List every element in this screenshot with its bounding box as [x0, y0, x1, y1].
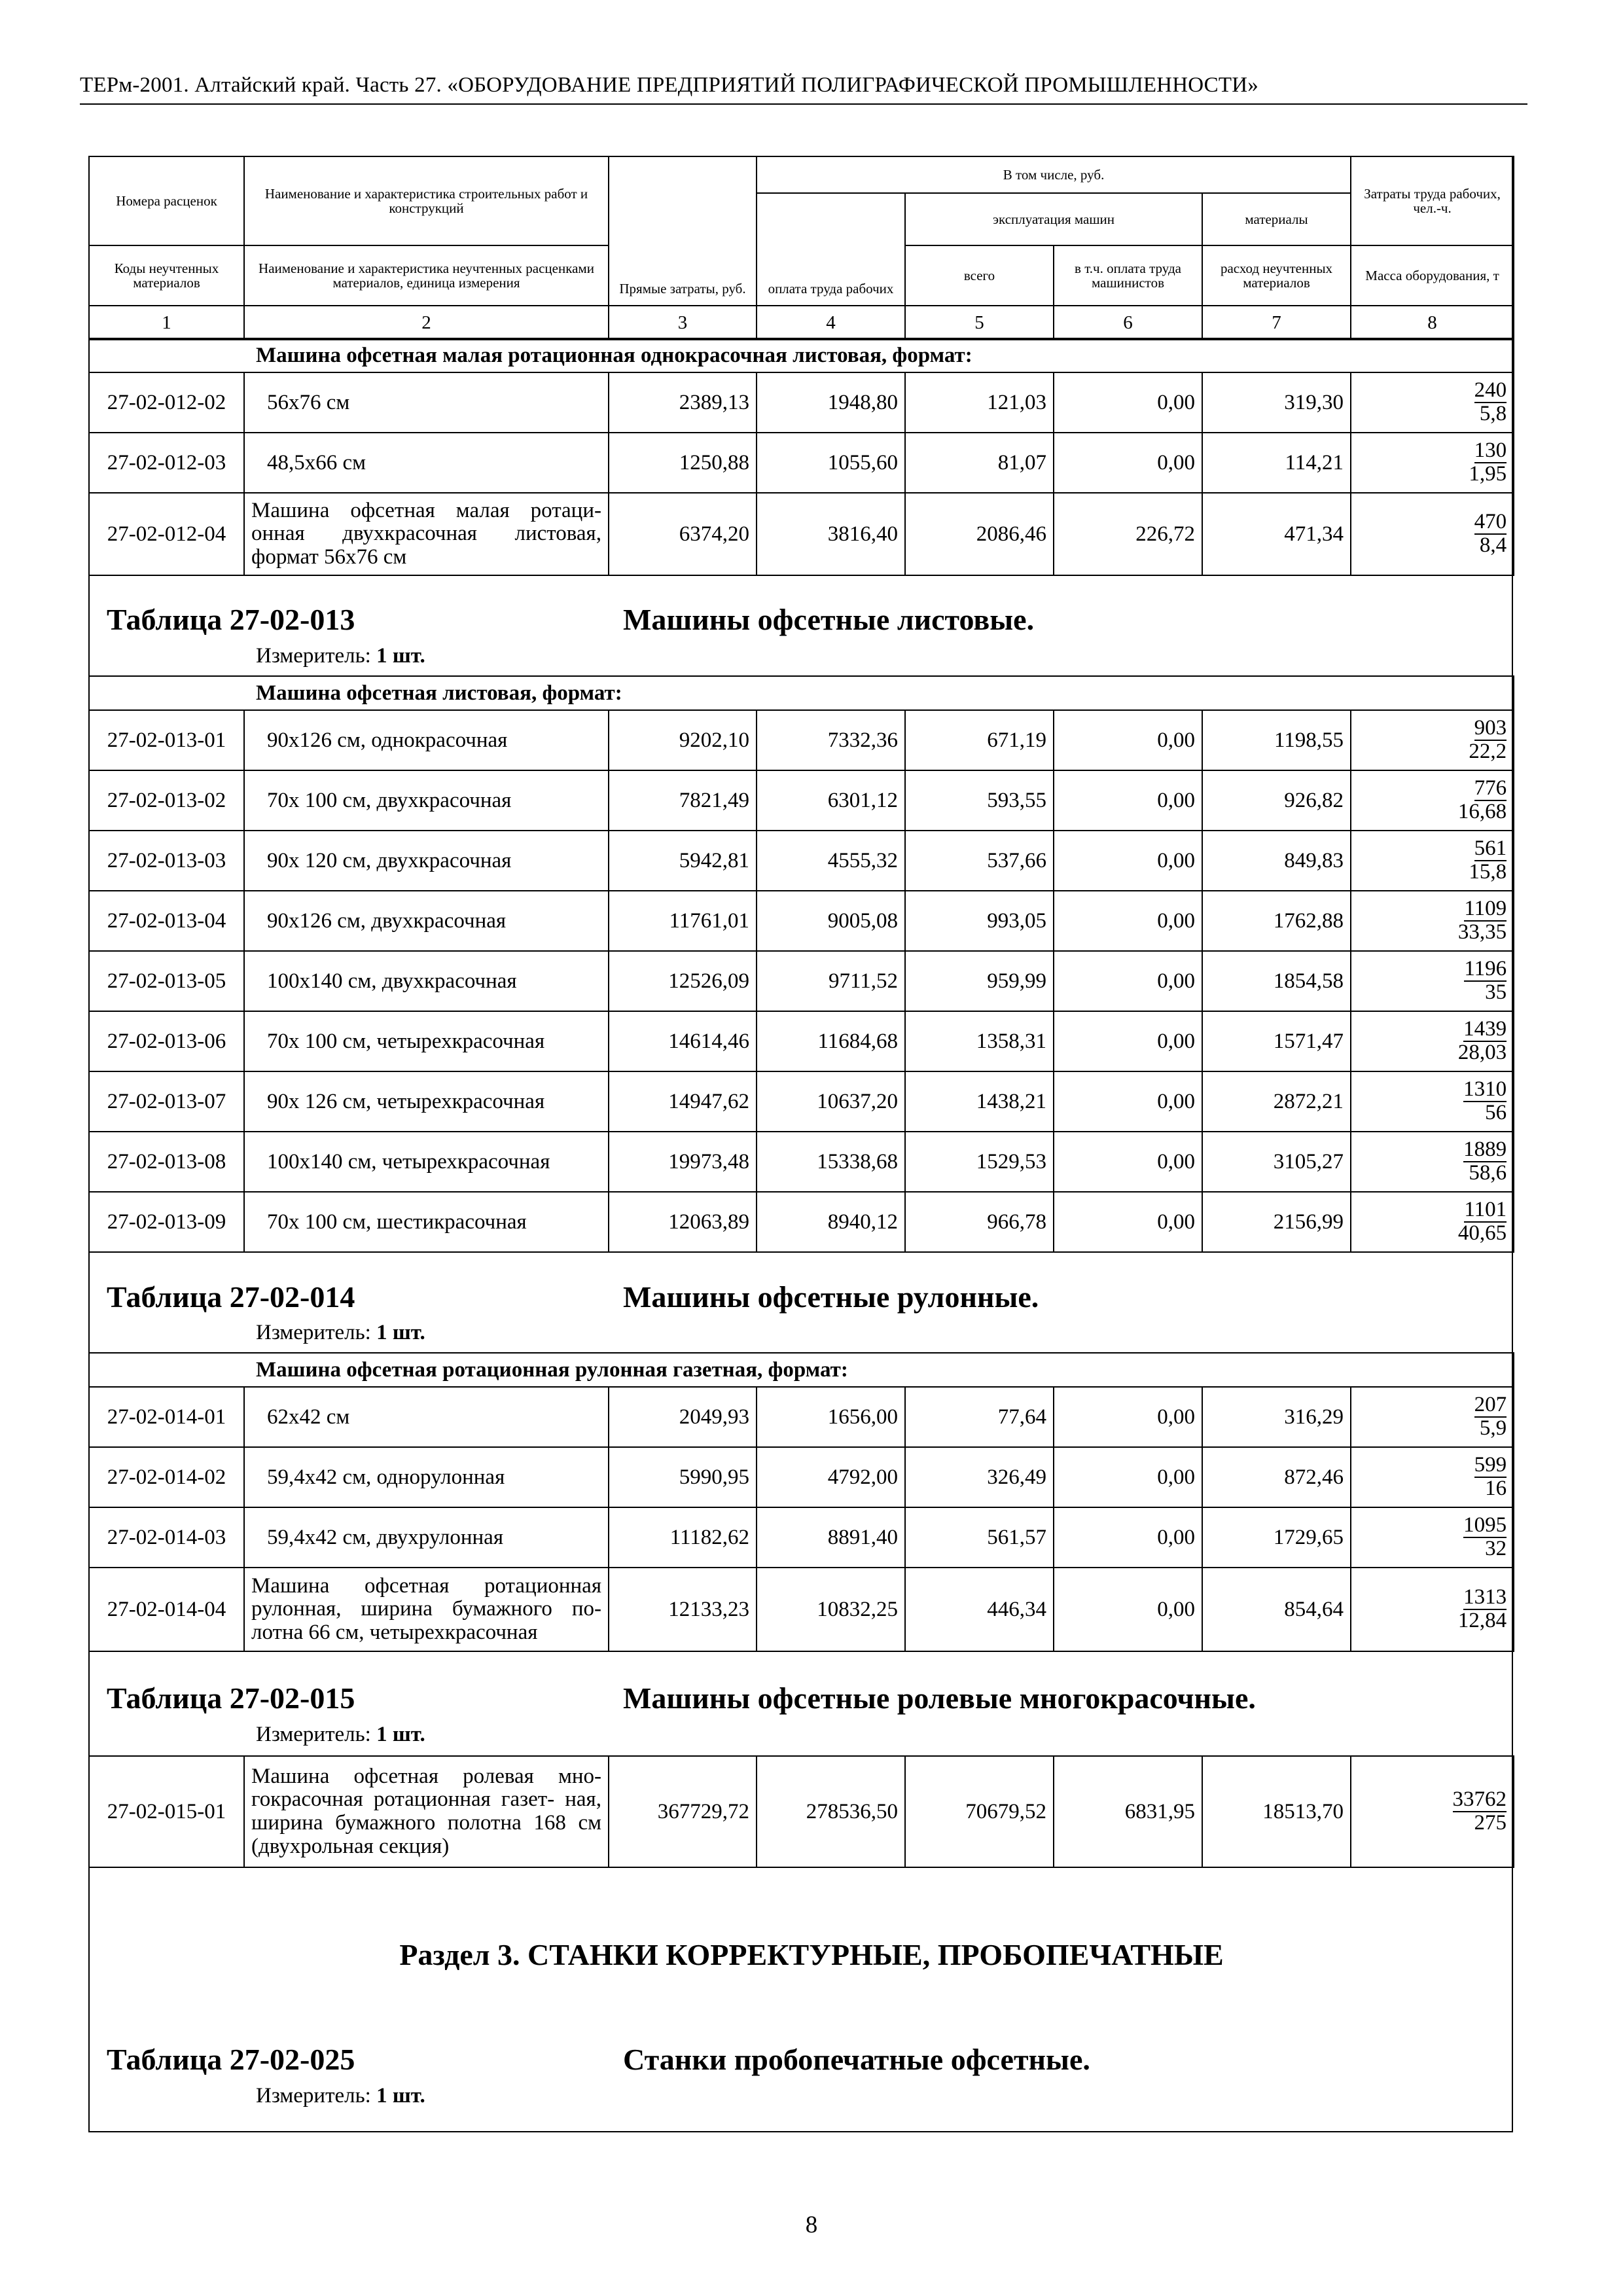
machine-total: 593,55	[905, 770, 1054, 831]
machinist-pay: 0,00	[1054, 831, 1202, 891]
materials-cost: 872,46	[1202, 1447, 1351, 1507]
direct-costs: 14947,62	[609, 1071, 757, 1132]
labor-pay: 15338,68	[757, 1132, 905, 1192]
equipment-mass: 8,4	[1479, 533, 1507, 557]
rate-code: 27-02-013-04	[89, 891, 244, 951]
direct-costs: 2389,13	[609, 372, 757, 433]
table-27-02-013	[88, 675, 1514, 1253]
equipment-mass: 275	[1474, 1811, 1507, 1835]
labor-hours: 561	[1474, 836, 1507, 861]
labor-mass-fraction	[1351, 1387, 1514, 1447]
equipment-mass: 32	[1485, 1537, 1507, 1560]
machine-total: 326,49	[905, 1447, 1054, 1507]
machine-total: 2086,46	[905, 493, 1054, 575]
work-name: 90х 126 см, четырехкрасочная	[244, 1071, 609, 1132]
machine-total: 70679,52	[905, 1756, 1054, 1867]
labor-hours: 130	[1474, 439, 1507, 463]
table-row	[89, 1756, 1514, 1867]
direct-costs: 11182,62	[609, 1507, 757, 1568]
materials-cost: 114,21	[1202, 433, 1351, 493]
materials-cost: 1198,55	[1202, 710, 1351, 770]
direct-costs: 19973,48	[609, 1132, 757, 1192]
table-row	[89, 1507, 1514, 1568]
col1-header-top: Номера расценок	[89, 156, 244, 245]
unit-line	[256, 1321, 425, 1345]
machine-total: 993,05	[905, 891, 1054, 951]
rate-code: 27-02-014-03	[89, 1507, 244, 1568]
equipment-mass: 33,35	[1457, 920, 1507, 944]
rate-code: 27-02-015-01	[89, 1756, 244, 1867]
machine-total: 77,64	[905, 1387, 1054, 1447]
materials-cost: 1571,47	[1202, 1011, 1351, 1071]
labor-hours: 33762	[1452, 1787, 1507, 1812]
rate-code: 27-02-013-06	[89, 1011, 244, 1071]
labor-mass-fraction	[1351, 1568, 1514, 1651]
machine-total: 1358,31	[905, 1011, 1054, 1071]
equipment-mass: 16	[1485, 1477, 1507, 1500]
table-row	[89, 951, 1514, 1011]
group-label: Машина офсетная ротационная рулонная газетная, формат:	[89, 1353, 1514, 1387]
column-numbers-row	[89, 306, 1514, 340]
materials-cost: 18513,70	[1202, 1756, 1351, 1867]
rate-code: 27-02-014-04	[89, 1568, 244, 1651]
direct-costs: 14614,46	[609, 1011, 757, 1071]
labor-mass-fraction	[1351, 1756, 1514, 1867]
labor-hours: 1109	[1464, 897, 1507, 921]
machine-total: 81,07	[905, 433, 1054, 493]
labor-pay: 4555,32	[757, 831, 905, 891]
labor-pay: 6301,12	[757, 770, 905, 831]
unit-label: Измеритель:	[256, 1321, 371, 1344]
labor-hours: 1889	[1463, 1138, 1507, 1162]
work-name: 59,4х42 см, однорулонная	[244, 1447, 609, 1507]
equipment-mass: 15,8	[1469, 860, 1507, 884]
group-label: Машина офсетная малая ротационная однокрасочная листовая, формат:	[89, 338, 1514, 372]
materials-cost: 854,64	[1202, 1568, 1351, 1651]
rate-code: 27-02-013-01	[89, 710, 244, 770]
col-number: 8	[1351, 306, 1514, 340]
col1-header-bottom: Коды неучтенных материалов	[89, 245, 244, 306]
labor-hours: 1101	[1464, 1198, 1507, 1222]
machinist-pay: 0,00	[1054, 1568, 1202, 1651]
table-row	[89, 1447, 1514, 1507]
group-label: Машина офсетная листовая, формат:	[89, 676, 1514, 710]
unit-value: 1 шт.	[376, 644, 425, 668]
rate-code: 27-02-013-02	[89, 770, 244, 831]
unit-value: 1 шт.	[376, 2084, 425, 2108]
table-27-02-014	[88, 1352, 1514, 1652]
materials-cost: 1762,88	[1202, 891, 1351, 951]
work-name: 70х 100 см, двухкрасочная	[244, 770, 609, 831]
machinist-pay: 0,00	[1054, 1507, 1202, 1568]
labor-mass-fraction	[1351, 1192, 1514, 1252]
table-row	[89, 770, 1514, 831]
table-row	[89, 1568, 1514, 1651]
materials-cost: 2872,21	[1202, 1071, 1351, 1132]
direct-costs: 1250,88	[609, 433, 757, 493]
col2-header-bottom: Наименование и характеристика неучтенных расценками материалов, единица измерения	[244, 245, 609, 306]
col3-header: Прямые затраты, руб.	[609, 156, 757, 306]
labor-mass-fraction	[1351, 493, 1514, 575]
table-27-02-015	[88, 1755, 1514, 1868]
machine-total: 121,03	[905, 372, 1054, 433]
machine-total: 1438,21	[905, 1071, 1054, 1132]
page-number: 8	[805, 2212, 818, 2238]
col-number: 2	[244, 306, 609, 340]
labor-pay: 9711,52	[757, 951, 905, 1011]
direct-costs: 5990,95	[609, 1447, 757, 1507]
unit-line	[256, 1723, 425, 1747]
unit-value: 1 шт.	[376, 1723, 425, 1746]
machinist-pay: 0,00	[1054, 1132, 1202, 1192]
rate-code: 27-02-012-02	[89, 372, 244, 433]
direct-costs: 5942,81	[609, 831, 757, 891]
table-row	[89, 710, 1514, 770]
work-name: 70х 100 см, четырехкрасочная	[244, 1011, 609, 1071]
equipment-mass: 56	[1485, 1101, 1507, 1124]
rate-code: 27-02-013-05	[89, 951, 244, 1011]
table-name: Машины офсетные ролевые многокрасочные.	[623, 1681, 1256, 1715]
table-name: Станки пробопечатные офсетные.	[623, 2043, 1090, 2076]
machinist-pay: 0,00	[1054, 1387, 1202, 1447]
machinist-pay: 0,00	[1054, 891, 1202, 951]
machine-total: 537,66	[905, 831, 1054, 891]
labor-mass-fraction	[1351, 1507, 1514, 1568]
materials-cost: 2156,99	[1202, 1192, 1351, 1252]
unit-label: Измеритель:	[256, 1723, 371, 1746]
rate-code: 27-02-012-03	[89, 433, 244, 493]
section-title: Раздел 3. СТАНКИ КОРРЕКТУРНЫЕ, ПРОБОПЕЧАТНЫЕ	[399, 1938, 1224, 1971]
labor-hours: 1310	[1463, 1077, 1507, 1102]
equipment-mass: 40,65	[1457, 1221, 1507, 1245]
labor-pay: 10637,20	[757, 1071, 905, 1132]
table-row	[89, 831, 1514, 891]
work-name: 100х140 см, двухкрасочная	[244, 951, 609, 1011]
work-name: 48,5х66 см	[244, 433, 609, 493]
materials-cost: 316,29	[1202, 1387, 1351, 1447]
unit-label: Измеритель:	[256, 644, 371, 668]
table-row	[89, 1011, 1514, 1071]
col4-header: оплата труда рабочих	[757, 193, 905, 306]
machinist-pay: 226,72	[1054, 493, 1202, 575]
machinist-pay: 6831,95	[1054, 1756, 1202, 1867]
machinist-pay: 0,00	[1054, 1192, 1202, 1252]
work-name: 90х 120 см, двухкрасочная	[244, 831, 609, 891]
work-name: 70х 100 см, шестикрасочная	[244, 1192, 609, 1252]
labor-mass-fraction	[1351, 1132, 1514, 1192]
col-number: 3	[609, 306, 757, 340]
page-header: ТЕРм-2001. Алтайский край. Часть 27. «ОБОРУДОВАНИЕ ПРЕДПРИЯТИЙ ПОЛИГРАФИЧЕСКОЙ ПРОМЫШЛЕННОСТИ»	[80, 73, 1258, 97]
labor-pay: 10832,25	[757, 1568, 905, 1651]
table-27-02-012	[88, 338, 1514, 576]
labor-pay: 3816,40	[757, 493, 905, 575]
labor-mass-fraction	[1351, 891, 1514, 951]
unit-value: 1 шт.	[376, 1321, 425, 1344]
table-row	[89, 891, 1514, 951]
materials-cost: 471,34	[1202, 493, 1351, 575]
materials-cost: 849,83	[1202, 831, 1351, 891]
machinist-pay: 0,00	[1054, 1071, 1202, 1132]
labor-pay: 278536,50	[757, 1756, 905, 1867]
equipment-mass: 5,8	[1479, 402, 1507, 425]
machinist-pay: 0,00	[1054, 433, 1202, 493]
work-name: 62х42 см	[244, 1387, 609, 1447]
header-rule	[80, 103, 1527, 105]
rate-code: 27-02-014-01	[89, 1387, 244, 1447]
rate-code: 27-02-013-09	[89, 1192, 244, 1252]
machine-total: 1529,53	[905, 1132, 1054, 1192]
machinist-pay: 0,00	[1054, 770, 1202, 831]
materials-cost: 1854,58	[1202, 951, 1351, 1011]
labor-mass-fraction	[1351, 1011, 1514, 1071]
work-name: 56х76 см	[244, 372, 609, 433]
work-name: 59,4х42 см, двухрулонная	[244, 1507, 609, 1568]
labor-hours: 240	[1474, 378, 1507, 403]
rate-code: 27-02-013-07	[89, 1071, 244, 1132]
work-name: Машина офсетная малая ротаци- онная двухкрасочная листовая, формат 56х76 см	[244, 493, 609, 575]
work-name: 90х126 см, однокрасочная	[244, 710, 609, 770]
machine-total: 671,19	[905, 710, 1054, 770]
col5-header: всего	[905, 245, 1054, 306]
col8-header-bottom: Масса оборудования, т	[1351, 245, 1514, 306]
labor-mass-fraction	[1351, 770, 1514, 831]
work-name: 100х140 см, четырехкрасочная	[244, 1132, 609, 1192]
labor-mass-fraction	[1351, 951, 1514, 1011]
rate-code: 27-02-013-03	[89, 831, 244, 891]
direct-costs: 9202,10	[609, 710, 757, 770]
col-number: 5	[905, 306, 1054, 340]
rate-code: 27-02-013-08	[89, 1132, 244, 1192]
direct-costs: 12063,89	[609, 1192, 757, 1252]
labor-hours: 1439	[1463, 1017, 1507, 1041]
table-title: Таблица 27-02-025	[107, 2043, 355, 2076]
labor-mass-fraction	[1351, 831, 1514, 891]
labor-hours: 470	[1474, 510, 1507, 534]
table-row	[89, 1192, 1514, 1252]
group-row	[89, 1353, 1514, 1387]
labor-pay: 8891,40	[757, 1507, 905, 1568]
labor-mass-fraction	[1351, 433, 1514, 493]
labor-hours: 207	[1474, 1393, 1507, 1417]
work-name: Машина офсетная ротационная рулонная, ширина бумажного по- лотна 66 см, четырехкрасочная	[244, 1568, 609, 1651]
labor-pay: 1948,80	[757, 372, 905, 433]
machinist-pay: 0,00	[1054, 1447, 1202, 1507]
col8-header-top: Затраты труда рабочих, чел.-ч.	[1351, 156, 1514, 245]
labor-mass-fraction	[1351, 1447, 1514, 1507]
labor-hours: 903	[1474, 716, 1507, 740]
equipment-mass: 22,2	[1469, 740, 1507, 763]
equipment-mass: 12,84	[1457, 1609, 1507, 1632]
equipment-mass: 5,9	[1479, 1416, 1507, 1440]
table-row	[89, 372, 1514, 433]
col7-header: расход неучтенных материалов	[1202, 245, 1351, 306]
rate-code: 27-02-012-04	[89, 493, 244, 575]
labor-hours: 776	[1474, 776, 1507, 800]
labor-pay: 11684,68	[757, 1011, 905, 1071]
labor-hours: 599	[1474, 1453, 1507, 1477]
materials-cost: 319,30	[1202, 372, 1351, 433]
equipment-mass: 1,95	[1469, 462, 1507, 486]
materials-cost: 3105,27	[1202, 1132, 1351, 1192]
equipment-mass: 16,68	[1457, 800, 1507, 823]
table-name: Машины офсетные рулонные.	[623, 1280, 1039, 1314]
unit-line	[256, 644, 425, 668]
machine-total: 966,78	[905, 1192, 1054, 1252]
labor-pay: 7332,36	[757, 710, 905, 770]
including-header: В том числе, руб.	[757, 156, 1351, 193]
unit-line	[256, 2084, 425, 2108]
table-row	[89, 1387, 1514, 1447]
equipment-mass: 28,03	[1457, 1041, 1507, 1064]
labor-hours: 1196	[1464, 957, 1507, 981]
col-number: 6	[1054, 306, 1202, 340]
rate-code: 27-02-014-02	[89, 1447, 244, 1507]
labor-hours: 1095	[1463, 1513, 1507, 1537]
direct-costs: 12133,23	[609, 1568, 757, 1651]
unit-label: Измеритель:	[256, 2084, 371, 2108]
direct-costs: 367729,72	[609, 1756, 757, 1867]
labor-pay: 1656,00	[757, 1387, 905, 1447]
group-row	[89, 338, 1514, 372]
labor-mass-fraction	[1351, 710, 1514, 770]
direct-costs: 7821,49	[609, 770, 757, 831]
group-row	[89, 676, 1514, 710]
machinist-pay: 0,00	[1054, 1011, 1202, 1071]
labor-mass-fraction	[1351, 372, 1514, 433]
materials-header: материалы	[1202, 193, 1351, 245]
machinist-pay: 0,00	[1054, 710, 1202, 770]
work-name: Машина офсетная ролевая мно- гокрасочная ротационная газет- ная, ширина бумажного полотна 168 см (двухрольная секция)	[244, 1756, 609, 1867]
machinist-pay: 0,00	[1054, 372, 1202, 433]
machine-total: 446,34	[905, 1568, 1054, 1651]
col-number: 7	[1202, 306, 1351, 340]
machinist-pay: 0,00	[1054, 951, 1202, 1011]
table-name: Машины офсетные листовые.	[623, 603, 1035, 636]
work-name: 90х126 см, двухкрасочная	[244, 891, 609, 951]
labor-pay: 4792,00	[757, 1447, 905, 1507]
table-row	[89, 1071, 1514, 1132]
labor-pay: 8940,12	[757, 1192, 905, 1252]
table-row	[89, 493, 1514, 575]
direct-costs: 11761,01	[609, 891, 757, 951]
machine-total: 959,99	[905, 951, 1054, 1011]
table-row	[89, 1132, 1514, 1192]
table-row	[89, 433, 1514, 493]
materials-cost: 926,82	[1202, 770, 1351, 831]
labor-hours: 1313	[1463, 1585, 1507, 1609]
labor-mass-fraction	[1351, 1071, 1514, 1132]
machines-header: эксплуатация машин	[905, 193, 1202, 245]
labor-pay: 9005,08	[757, 891, 905, 951]
labor-pay: 1055,60	[757, 433, 905, 493]
col6-header: в т.ч. оплата труда машинистов	[1054, 245, 1202, 306]
machine-total: 561,57	[905, 1507, 1054, 1568]
equipment-mass: 58,6	[1469, 1161, 1507, 1185]
equipment-mass: 35	[1485, 980, 1507, 1004]
materials-cost: 1729,65	[1202, 1507, 1351, 1568]
col-number: 1	[89, 306, 244, 340]
direct-costs: 2049,93	[609, 1387, 757, 1447]
table-title: Таблица 27-02-013	[107, 603, 355, 636]
table-title: Таблица 27-02-015	[107, 1681, 355, 1715]
col2-header-top: Наименование и характеристика строительных работ и конструкций	[244, 156, 609, 245]
table-title: Таблица 27-02-014	[107, 1280, 355, 1314]
column-header	[88, 156, 1514, 340]
col-number: 4	[757, 306, 905, 340]
direct-costs: 12526,09	[609, 951, 757, 1011]
direct-costs: 6374,20	[609, 493, 757, 575]
